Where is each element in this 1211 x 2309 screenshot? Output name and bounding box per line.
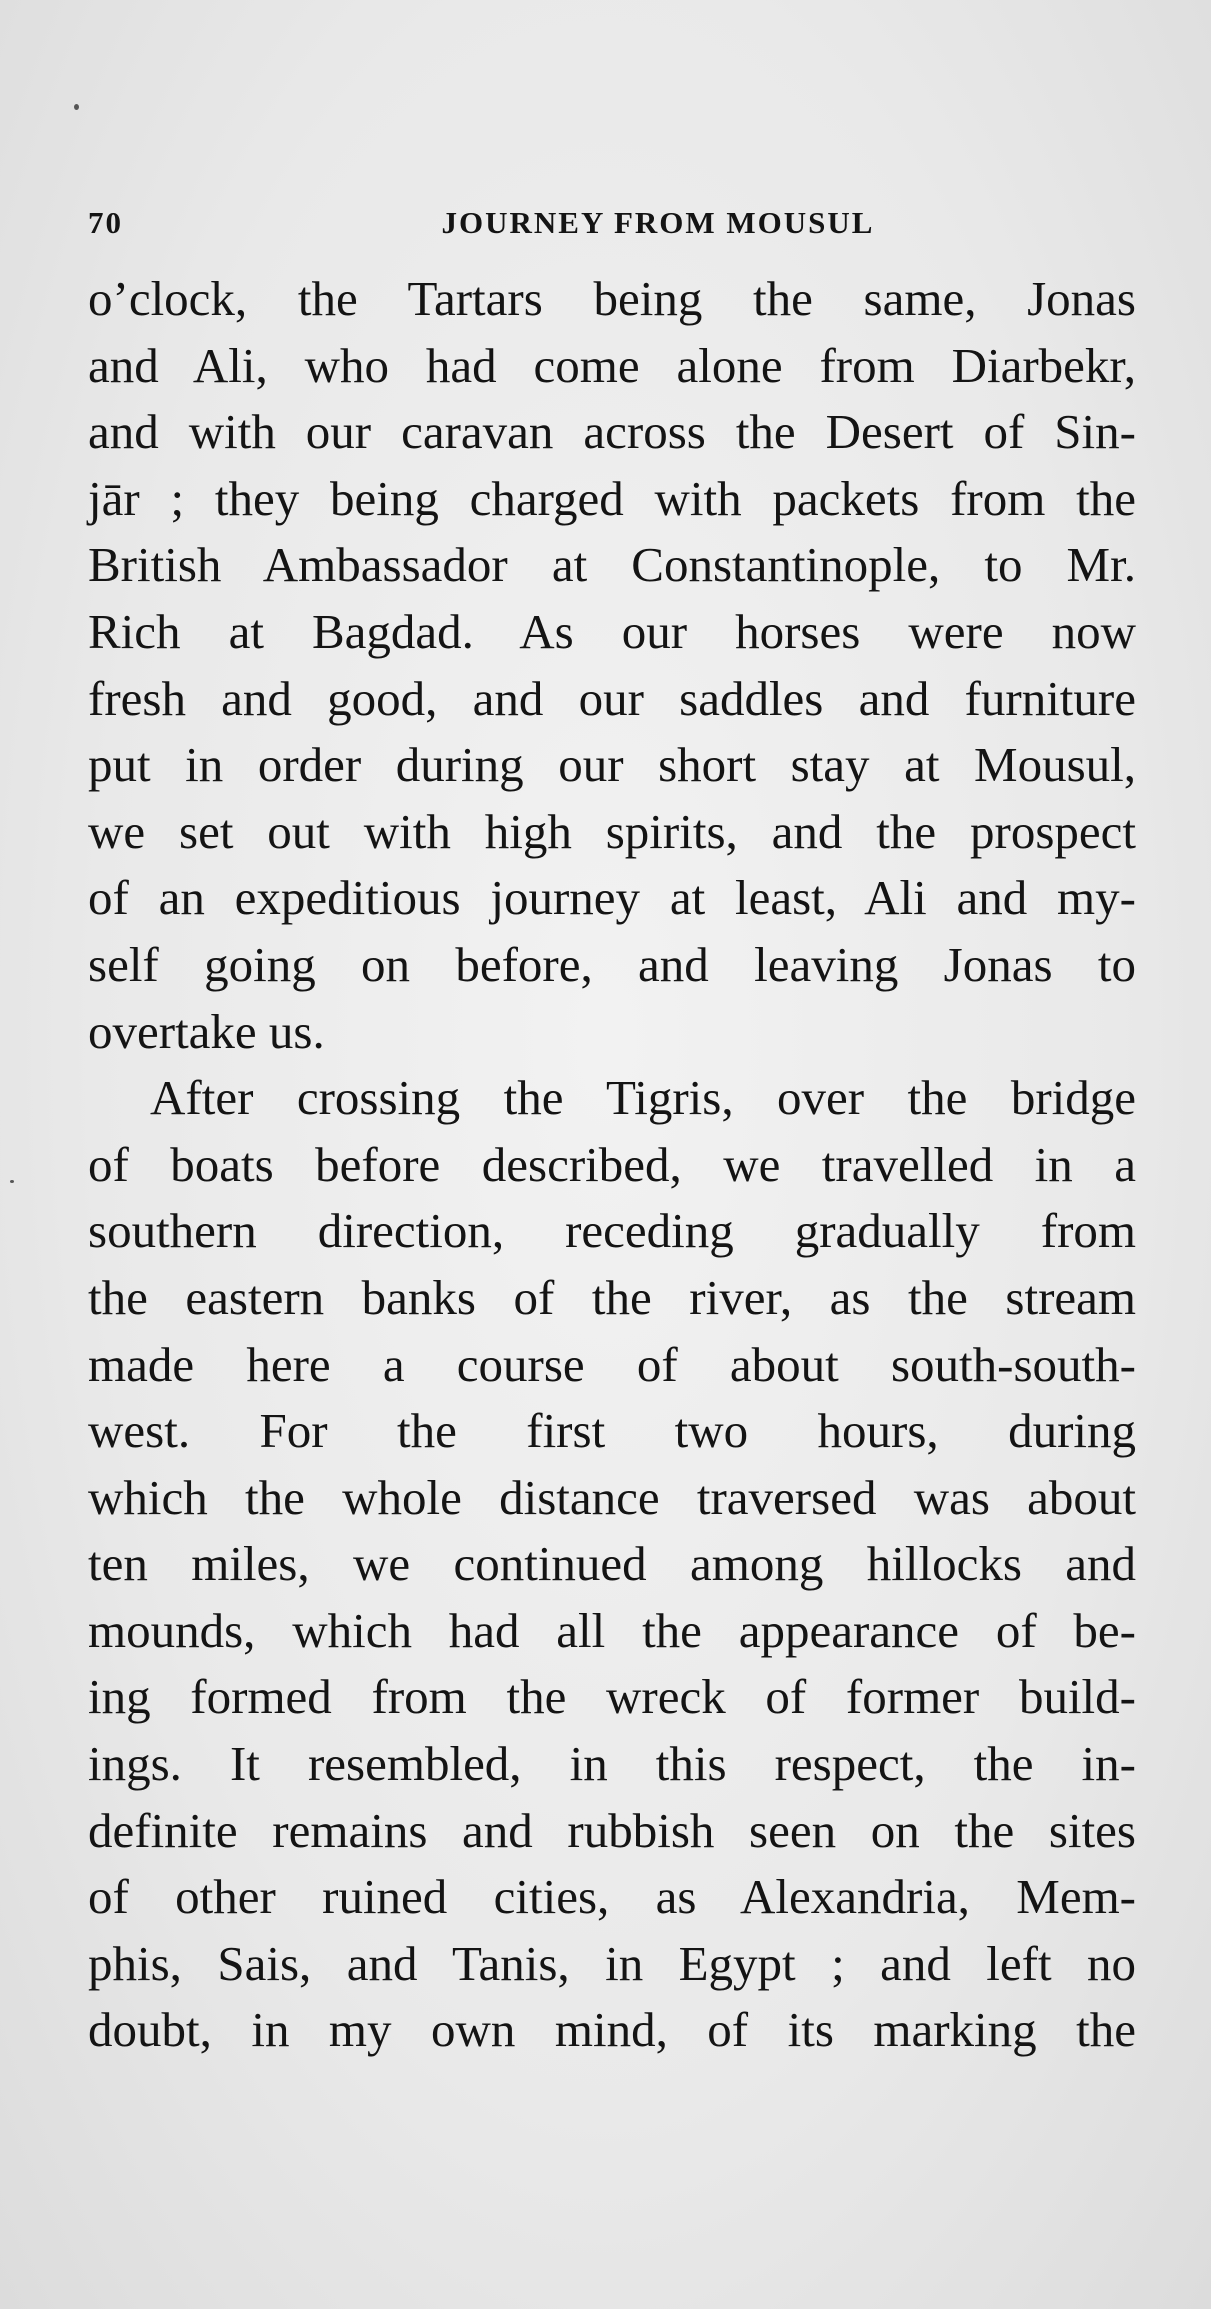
text-line: phis, Sais, and Tanis, in Egypt ; and left no — [88, 1935, 1136, 1991]
text-line: ing formed from the wreck of former build- — [88, 1669, 1136, 1725]
text-line: British Ambassador at Constantinople, to Mr. — [88, 537, 1136, 593]
body-text — [88, 266, 1136, 2064]
text-line: of an expeditious journey at least, Ali and my- — [88, 870, 1136, 926]
text-line: fresh and good, and our saddles and furniture — [88, 670, 1136, 726]
text-line: self going on before, and leaving Jonas to — [88, 936, 1136, 992]
text-line: jār ; they being charged with packets from the — [88, 470, 1136, 526]
page-number: 70 — [88, 205, 123, 240]
text-line: ings. It resembled, in this respect, the in- — [88, 1736, 1136, 1792]
ink-speck — [10, 1180, 14, 1183]
text-line: the eastern banks of the river, as the stream — [88, 1269, 1136, 1325]
text-line: Rich at Bagdad. As our horses were now — [88, 603, 1136, 659]
text-line: ten miles, we continued among hillocks and — [88, 1536, 1136, 1592]
text-line: west. For the first two hours, during — [88, 1403, 1136, 1459]
text-line: and Ali, who had come alone from Diarbekr, — [88, 337, 1136, 393]
text-line: o’clock, the Tartars being the same, Jonas — [88, 271, 1136, 326]
running-head: JOURNEY FROM MOUSUL — [441, 205, 875, 240]
text-line: overtake us. — [88, 1003, 325, 1059]
text-line: of other ruined cities, as Alexandria, Mem- — [88, 1869, 1136, 1925]
text-line: After crossing the Tigris, over the bridge — [150, 1070, 1136, 1126]
ink-speck — [74, 104, 79, 110]
text-line: doubt, in my own mind, of its marking the — [88, 2002, 1136, 2058]
text-line: definite remains and rubbish seen on the sites — [88, 1802, 1136, 1858]
text-line: of boats before described, we travelled in a — [88, 1136, 1136, 1192]
text-line: which the whole distance traversed was about — [88, 1469, 1136, 1525]
text-line: southern direction, receding gradually from — [88, 1203, 1136, 1259]
page-header — [88, 205, 1136, 245]
text-line: mounds, which had all the appearance of be- — [88, 1602, 1136, 1658]
text-line: and with our caravan across the Desert of Sin- — [88, 404, 1136, 460]
text-line: put in order during our short stay at Mousul, — [88, 737, 1136, 793]
text-line: made here a course of about south-south- — [88, 1336, 1136, 1392]
text-line: we set out with high spirits, and the prospect — [88, 803, 1136, 859]
